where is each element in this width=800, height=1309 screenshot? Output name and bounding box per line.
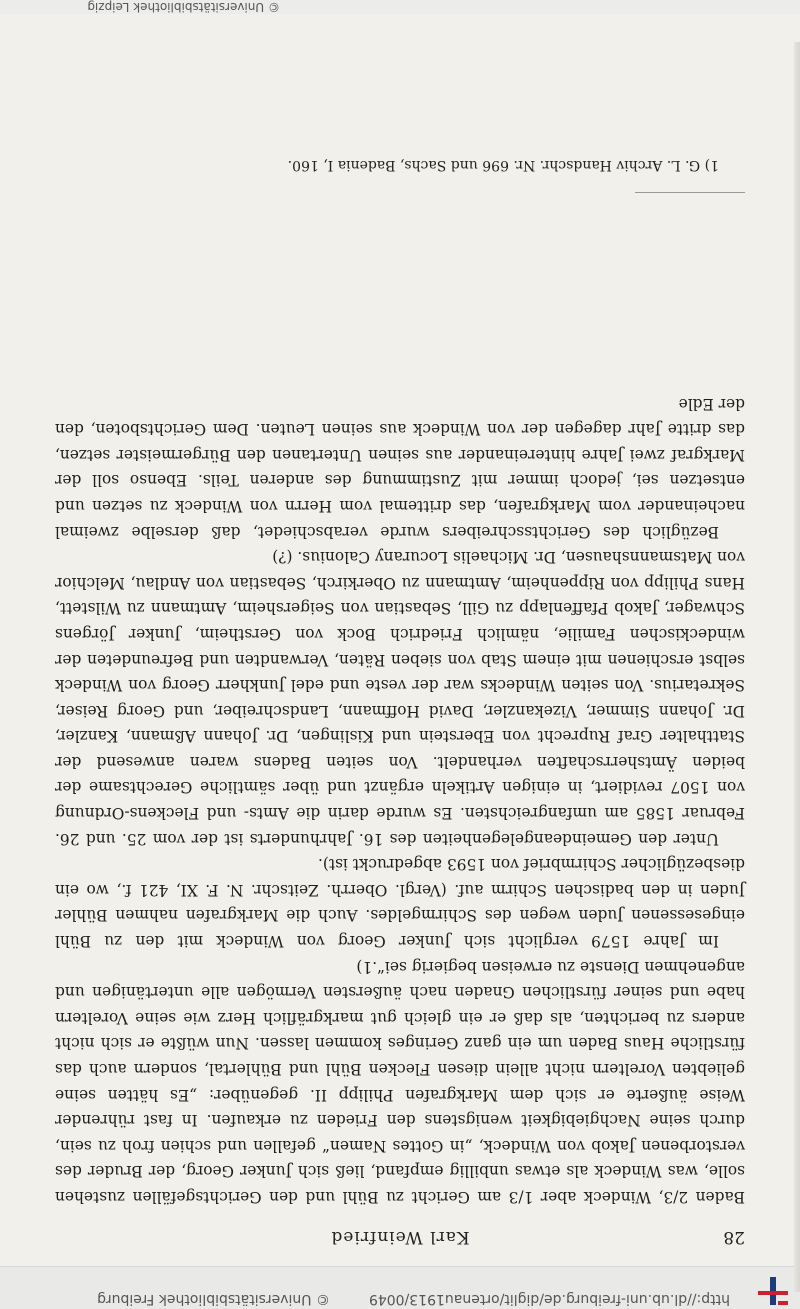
- footnote-rule: [635, 192, 745, 193]
- bottom-copyright-text: © Universitätsbibliothek Leipzig: [87, 0, 280, 14]
- viewer-top-bar: [0, 1266, 800, 1309]
- page-body: [55, 390, 745, 1209]
- library-logo-icon: [748, 1275, 788, 1305]
- top-copyright-text: © Universitätsbibliothek Freiburg: [97, 1291, 330, 1307]
- source-url-link[interactable]: http://dl.ub.uni-freiburg.de/diglit/ortenau1913/0049: [368, 1291, 730, 1307]
- page-number: 28: [723, 1227, 745, 1247]
- paragraph-4: Bezüglich des Gerichtsschreibers wurde verabschiedet, daß derselbe zweimal nacheinander vom Markgrafen, das drittemal vom Herrn von Windeck zu setzen und entsetzen sei, jedoch immer mit Zustimmung des anderen Teils. Ebenso soll der Markgraf zwei Jahre hintereinander aus seinen Untertanen den Bürgermeister setzen, das dritte Jahr dagegen der von Windeck aus seinen Leuten. Dem Gerichtsboten, den der Edle: [55, 394, 745, 541]
- paragraph-3: Unter den Gemeindeangelegenheiten des 16. Jahrhunderts ist der vom 25. und 26. Februar 1585 am umfangreichsten. Es wurde darin die Amts- und Fleckens-Ordnung von 1507 revidiert, in einigen Artikeln ergänzt und über sämtliche Gerechtsame der beiden Ämtsherrschaften verhandelt. Von seiten Badens waren anwesend der Statthalter Graf Ruprecht von Eberstein und Kislingen, Dr. Johann Aßmann, Kanzler, Dr. Johann Simmer, Vizekanzler, David Hoffmann, Landschreiber, und Georg Reiser, Sekretarius. Von seiten Windecks war der veste und edel Junkherr Georg von Windeck selbst erschienen mit einem Stab von sieben Räten, Verwandten und Befreundeten der windeckischen Familie, nämlich Friedrich Bock von Gerstheim, Junker Jörgens Schwager, Jakob Pfaffenlapp zu Gill, Sebastian von Seigersheim, Amtmann zu Wilstett, Hans Philipp von Rippenheim, Amtmann zu Oberkirch, Sebastian von Andlau, Melchior von Matsmannshausen, Dr. Michaelis Locurany Calonius. (?): [55, 548, 745, 848]
- paragraph-2: Im Jahre 1579 verglicht sich Junker Georg von Windeck mit den zu Bühl eingesessenen Juden wegen des Schirmgeldes. Auch die Markgrafen nahmen Bühler Juden in den badischen Schirm auf. (Vergl. Oberrh. Zeitschr. N. F. XI, 421 f., wo ein diesbezüglicher Schirmbrief von 1593 abgedruckt ist).: [55, 855, 745, 951]
- scan-edge: [794, 42, 800, 1292]
- paragraph-1: Baden 2/3, Windeck aber 1/3 am Gericht zu Bühl und den Gerichtsgefällen zustehen solle, was Windeck als etwas unbillig empfand, ließ sich Junker Georg, der Bruder des verstorbenen Jakob von Windeck, „in Gottes Namen“ gefallen und schien froh zu sein, durch seine Nachgiebigkeit wenigstens den Frieden zu erkaufen. In fast rührender Weise äußerte er sich dem Markgrafen Philipp II. gegenüber: „Es hätten seine geliebten Voreltern nicht allein diesen Flecken Bühl und Bühlertal, sondern auch das fürstliche Haus Baden um ein ganz Geringes kommen lassen. Nun wüßte er sich nicht anders zu berichten, als daß er ein gleich gut markgräflich Herz wie seine Voreltern habe und seiner fürstlichen Gnaden nach äußersten Vermögen alle untertänigen und angenehmen Dienste zu erweisen begierig sei“.1): [55, 957, 745, 1206]
- page-header: [55, 1223, 745, 1247]
- viewer-bottom-bar: [0, 0, 800, 14]
- running-head: Karl Weinfried: [330, 1227, 470, 1247]
- footnote: 1) G. L. Archiv Handschr. Nr. 696 und Sachs, Badenia I, 160.: [287, 157, 719, 173]
